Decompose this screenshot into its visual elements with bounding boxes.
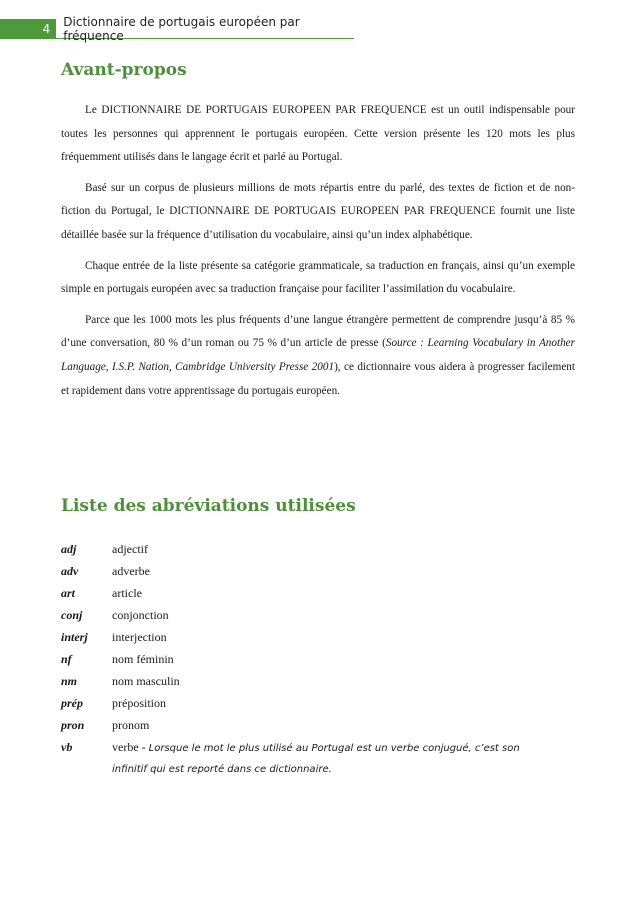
abbreviation-meaning: nom masculin xyxy=(112,673,180,688)
abbreviation: prép xyxy=(61,695,83,710)
source-citation: Source : Learning Vocabulary in Another Language, I.S.P. Nation, Cambridge University Presse 2001 xyxy=(61,337,575,373)
abbreviation-meaning: adverbe xyxy=(112,563,150,578)
foreword-paragraph-3: Chaque entrée de la liste présente sa catégorie grammaticale, sa traduction en français, ainsi qu’un exemple simple en portugais européen avec sa traduction française pour faciliter l’assimilation du vocabulaire. xyxy=(61,259,575,296)
p4-text-before: Parce que les 1000 mots les plus fréquents d’une langue étrangère permettent de comprendre jusqu’à 85 % d’une conversation, 80 % d’un roman ou 75 % d’un article de presse ( xyxy=(61,313,575,350)
foreword-paragraph-2: Basé sur un corpus de plusieurs millions de mots répartis entre du parlé, des textes de fiction et de non-fiction du Portugal, le DICTIONNAIRE DE PORTUGAIS EUROPEEN PAR FREQUENCE fournit une liste détaillée basée sur la fréquence d’utilisation du vocabulaire, ainsi qu’un index alphabétique. xyxy=(61,181,575,241)
abbreviation: nm xyxy=(61,673,78,688)
abbreviation-meaning: adjectif xyxy=(112,541,148,556)
abbreviation-meaning: interjection xyxy=(112,629,167,644)
p4-text-after: ), ce dictionnaire vous aidera à progresser facilement et rapidement dans votre apprentissage du portugais européen. xyxy=(61,360,575,397)
list-item xyxy=(61,604,575,626)
list-item xyxy=(61,582,575,604)
abbreviation-meaning xyxy=(112,740,575,755)
abbreviations-title: Liste des abréviations utilisées xyxy=(61,496,356,516)
abbreviation-meaning: article xyxy=(112,585,142,600)
abbreviation-meaning: conjonction xyxy=(112,607,169,622)
foreword-paragraph-4 xyxy=(61,309,575,403)
abbreviation: adj xyxy=(61,541,77,556)
abbreviation: vb xyxy=(61,739,73,754)
foreword-title: Avant-propos xyxy=(61,60,187,80)
list-item xyxy=(61,670,575,692)
page-header xyxy=(0,14,354,43)
foreword-paragraph-1: Le DICTIONNAIRE DE PORTUGAIS EUROPEEN PAR FREQUENCE est un outil indispensable pour toutes les personnes qui apprennent le portugais européen. Cette version présente les 120 mots les plus fréquemment utilisés dans le langage écrit et parlé au Portugal. xyxy=(61,104,575,164)
list-item xyxy=(61,538,575,560)
abbreviation: adv xyxy=(61,563,79,578)
abbreviation-meaning: pronom xyxy=(112,717,150,732)
abbreviation-meaning: préposition xyxy=(112,695,166,710)
list-item xyxy=(61,626,575,648)
abbreviation: pron xyxy=(61,717,85,732)
list-item xyxy=(61,560,575,582)
abbreviation: conj xyxy=(61,607,83,622)
abbreviation-meaning: nom féminin xyxy=(112,651,174,666)
foreword-body xyxy=(61,99,575,410)
abbreviation: nf xyxy=(61,651,72,666)
abbreviation: interj xyxy=(61,629,88,644)
list-item xyxy=(61,736,575,758)
abbreviation: art xyxy=(61,585,76,600)
vb-meaning: verbe - xyxy=(112,739,149,754)
page-number: 4 xyxy=(0,19,56,39)
vb-note-line-1: Lorsque le mot le plus utilisé au Portugal est un verbe conjugué, c’est son xyxy=(148,742,520,754)
list-item xyxy=(61,714,575,736)
list-item xyxy=(61,692,575,714)
running-title: Dictionnaire de portugais européen par fréquence xyxy=(56,19,354,39)
vb-note-line-2: infinitif qui est reporté dans ce dictionnaire. xyxy=(112,763,332,775)
abbreviations-list xyxy=(61,538,575,780)
list-item xyxy=(61,648,575,670)
